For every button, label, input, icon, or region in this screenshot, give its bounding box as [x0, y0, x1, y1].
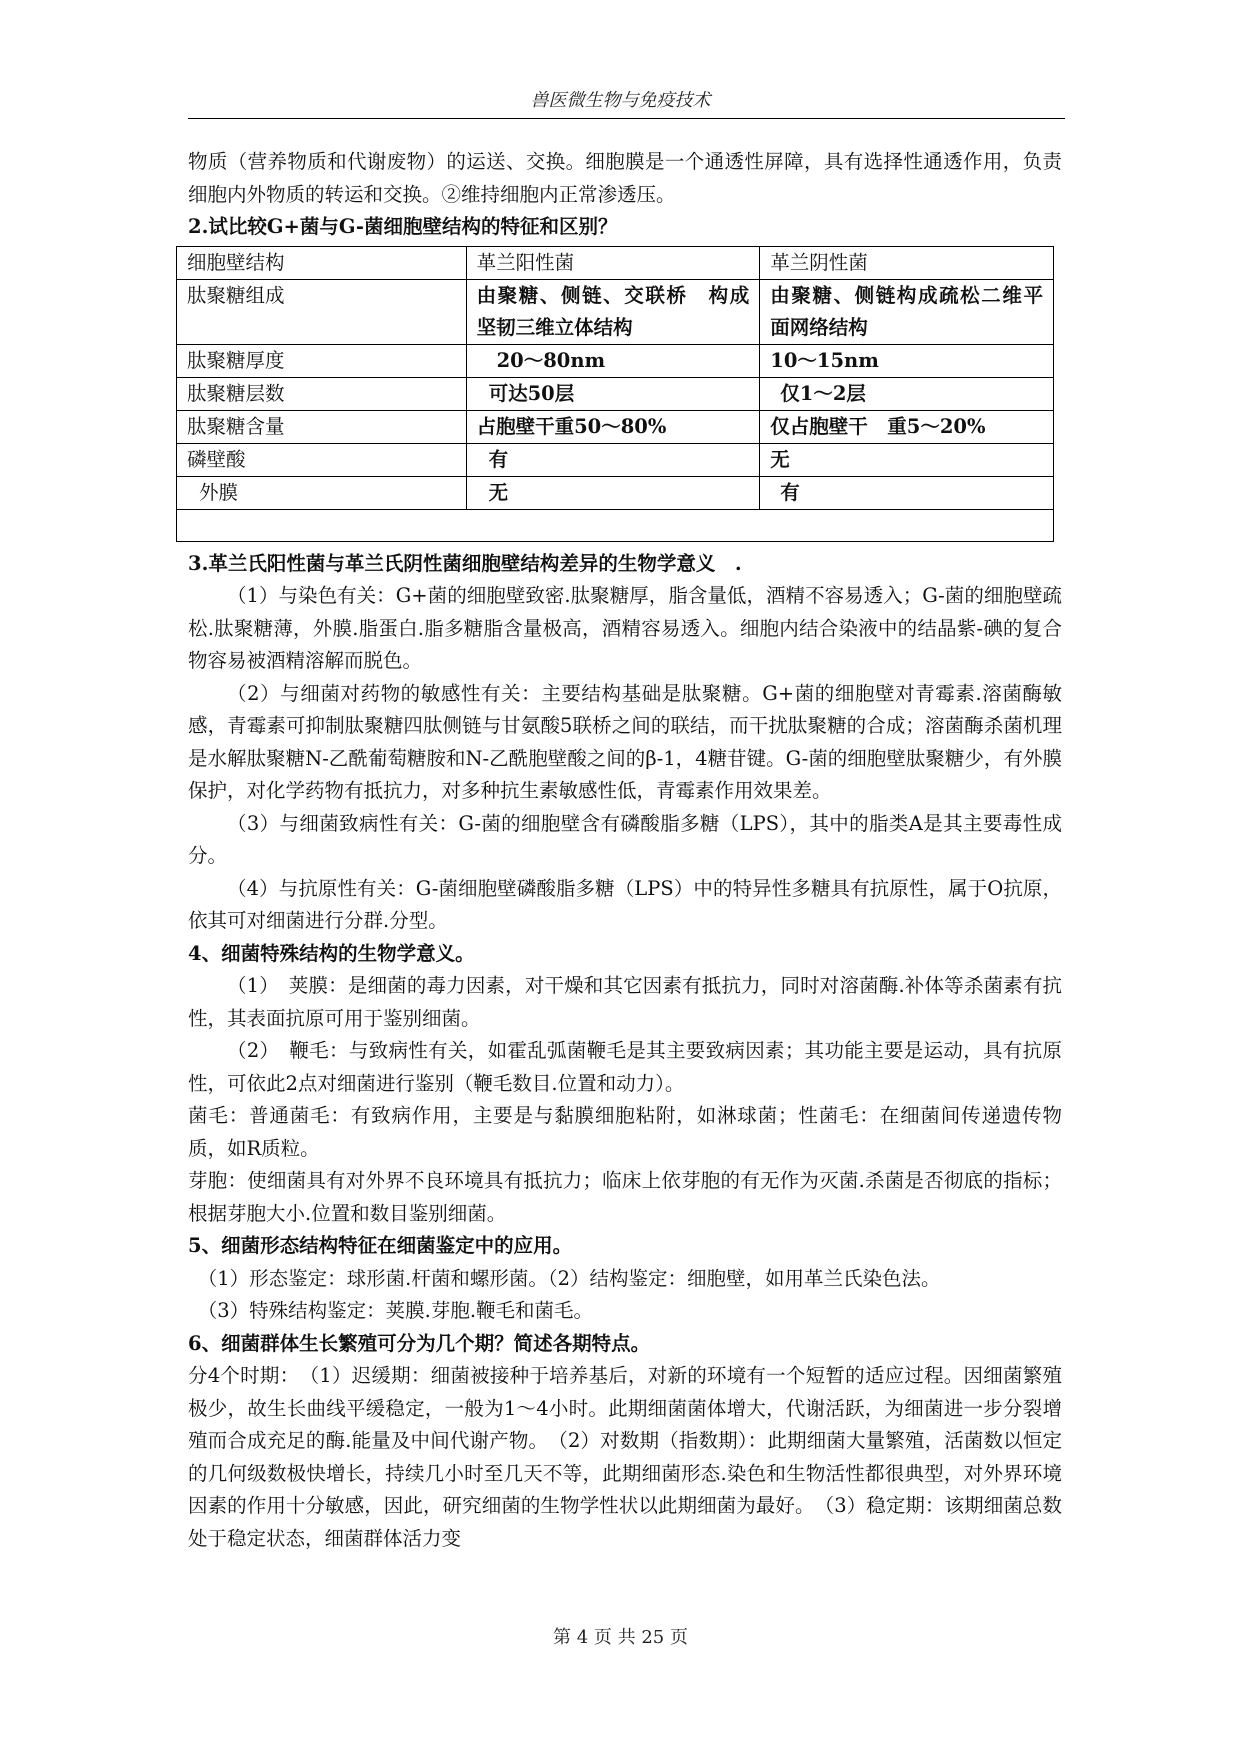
table-row — [177, 344, 1054, 377]
table-cell: 无 — [466, 476, 760, 509]
table-row — [177, 279, 1054, 344]
table-header-cell: 革兰阴性菌 — [760, 246, 1054, 279]
table-cell: 由聚糖、侧链构成疏松二维平面网络结构 — [760, 279, 1054, 344]
table-cell: 肽聚糖层数 — [177, 377, 467, 410]
question-3-title: 3.革兰氏阳性菌与革兰氏阴性菌细胞壁结构差异的生物学意义 . — [188, 551, 742, 575]
table-cell: 肽聚糖含量 — [177, 410, 467, 443]
table-cell: 可达50层 — [466, 377, 760, 410]
table-cell: 有 — [760, 476, 1054, 509]
question-5-paragraph: （3）特殊结构鉴定：荚膜.芽胞.鞭毛和菌毛。 — [197, 1299, 594, 1322]
table-row — [177, 410, 1054, 443]
page-number: 第 4 页 共 25 页 — [553, 1627, 688, 1648]
question-5-title: 5、细菌形态结构特征在细菌鉴定中的应用。 — [188, 1234, 573, 1257]
question-6-title: 6、细菌群体生长繁殖可分为几个期？简述各期特点。 — [188, 1331, 651, 1355]
table-row — [177, 443, 1054, 476]
page-content — [188, 146, 1062, 1555]
intro-paragraph: 物质（营养物质和代谢废物）的运送、交换。细胞膜是一个通透性屏障，具有选择性通透作用，负责细胞内外物质的转运和交换。②维持细胞内正常渗透压。 — [188, 150, 1062, 206]
question-4-title: 4、细菌特殊结构的生物学意义。 — [188, 941, 475, 965]
table-cell: 由聚糖、侧链、交联桥 构成坚韧三维立体结构 — [466, 279, 760, 344]
table-cell — [177, 509, 1054, 541]
question-3-paragraph: （3）与细菌致病性有关：G-菌的细胞壁含有磷酸脂多糖（LPS），其中的脂类A是其主要毒性成分。 — [188, 811, 1062, 867]
question-3-paragraph: （1）与染色有关：G+菌的细胞壁致密.肽聚糖厚，脂含量低，酒精不容易透入；G-菌的细胞壁疏松.肽聚糖薄，外膜.脂蛋白.脂多糖脂含量极高，酒精容易透入。细胞内结合染液中的结晶紫-碘的复合物容易被酒精溶解而脱色。 — [188, 584, 1062, 672]
question-5-paragraph: （1）形态鉴定：球形菌.杆菌和螺形菌。（2）结构鉴定：细胞壁，如用革兰氏染色法。 — [197, 1266, 941, 1290]
table-cell: 外膜 — [177, 476, 467, 509]
table-cell: 肽聚糖组成 — [177, 279, 467, 344]
table-header-cell: 细胞壁结构 — [177, 246, 467, 279]
table-cell: 10～15nm — [760, 344, 1054, 377]
question-4-paragraph: （1） 荚膜：是细菌的毒力因素，对干燥和其它因素有抵抗力，同时对溶菌酶.补体等杀菌素有抗性，其表面抗原可用于鉴别细菌。 — [188, 974, 1062, 1030]
table-cell: 无 — [760, 443, 1054, 476]
table-cell: 有 — [466, 443, 760, 476]
question-4-paragraph: 芽胞：使细菌具有对外界不良环境具有抵抗力；临床上依芽胞的有无作为灭菌.杀菌是否彻底的指标；根据芽胞大小.位置和数目鉴别细菌。 — [188, 1169, 1062, 1225]
table-cell: 磷壁酸 — [177, 443, 467, 476]
question-4-paragraph: 菌毛：普通菌毛：有致病作用，主要是与黏膜细胞粘附，如淋球菌；性菌毛：在细菌间传递遗传物质，如R质粒。 — [188, 1104, 1062, 1160]
table-cell: 仅占胞壁干 重5～20% — [760, 410, 1054, 443]
question-3-paragraph: （4）与抗原性有关：G-菌细胞壁磷酸脂多糖（LPS）中的特异性多糖具有抗原性，属于O抗原，依其可对细菌进行分群.分型。 — [188, 876, 1062, 932]
table-header-row — [177, 246, 1054, 279]
question-3-paragraph: （2）与细菌对药物的敏感性有关：主要结构基础是肽聚糖。G+菌的细胞壁对青霉素.溶菌酶敏感，青霉素可抑制肽聚糖四肽侧链与甘氨酸5联桥之间的联结，而干扰肽聚糖的合成；溶菌酶杀菌机理是水解肽聚糖N-乙酰葡萄糖胺和N-乙酰胞壁酸之间的β-1，4糖苷键。G-菌的细胞壁肽聚糖少，有外膜保护，对化学药物有抵抗力，对多种抗生素敏感性低，青霉素作用效果差。 — [188, 681, 1062, 802]
table-empty-row — [177, 509, 1054, 541]
running-header: 兽医微生物与免疫技术 — [530, 90, 711, 111]
table-cell: 肽聚糖厚度 — [177, 344, 467, 377]
question-4-paragraph: （2） 鞭毛：与致病性有关，如霍乱弧菌鞭毛是其主要致病因素；其功能主要是运动，具有抗原性，可依此2点对细菌进行鉴别（鞭毛数目.位置和动力）。 — [188, 1039, 1062, 1095]
table-cell: 20～80nm — [466, 344, 760, 377]
table-row — [177, 377, 1054, 410]
question-6-paragraph: 分4个时期： （1）迟缓期：细菌被接种于培养基后，对新的环境有一个短暂的适应过程。因细菌繁殖极少，故生长曲线平缓稳定，一般为1～4小时。此期细菌菌体增大，代谢活跃，为细菌进一步分裂增殖而合成充足的酶.能量及中间代谢产物。 （2）对数期（指数期）：此期细菌大量繁殖，活菌数以恒定的几何级数极快增长，持续几小时至几天不等，此期细菌形态.染色和生物活性都很典型，对外界环境因素的作用十分敏感，因此，研究细菌的生物学性状以此期细菌为最好。 （3）稳定期：该期细菌总数处于稳定状态，细菌群体活力变 — [188, 1364, 1062, 1550]
question-2-title: 2.试比较G+菌与G-菌细胞壁结构的特征和区别？ — [188, 215, 618, 238]
table-cell: 占胞壁干重50～80% — [466, 410, 760, 443]
cell-wall-comparison-table — [176, 246, 1054, 542]
table-cell: 仅1～2层 — [760, 377, 1054, 410]
table-row — [177, 476, 1054, 509]
table-header-cell: 革兰阳性菌 — [466, 246, 760, 279]
header-rule — [188, 118, 1065, 119]
